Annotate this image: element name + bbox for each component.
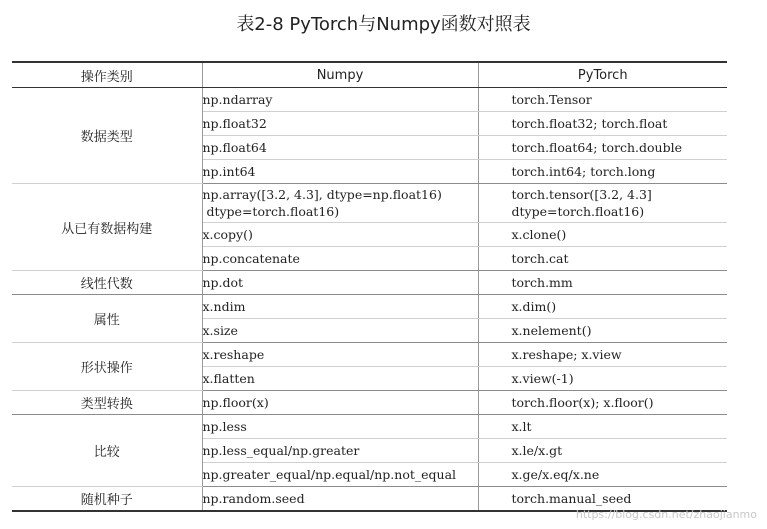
pytorch-cell: torch.float64; torch.double: [478, 136, 727, 160]
table-row: [12, 343, 727, 367]
pytorch-cell: torch.manual_seed: [478, 487, 727, 512]
comparison-table: [12, 61, 727, 512]
numpy-cell: np.greater_equal/np.equal/np.not_equal: [202, 463, 478, 487]
pytorch-cell: torch.int64; torch.long: [478, 160, 727, 184]
numpy-cell: x.copy(): [202, 223, 478, 247]
numpy-cell: np.array([3.2, 4.3], dtype=np.float16) dtype=torch.float16): [202, 184, 478, 223]
category-cell: 形状操作: [12, 343, 202, 391]
table-row: [12, 391, 727, 415]
pytorch-cell: torch.floor(x); x.floor(): [478, 391, 727, 415]
category-cell: 属性: [12, 295, 202, 343]
pytorch-cell: torch.tensor([3.2, 4.3] dtype=torch.float16): [478, 184, 727, 223]
category-cell: 随机种子: [12, 487, 202, 512]
pytorch-cell: x.le/x.gt: [478, 439, 727, 463]
numpy-cell: np.int64: [202, 160, 478, 184]
pytorch-cell: torch.Tensor: [478, 88, 727, 112]
numpy-cell: np.float32: [202, 112, 478, 136]
pytorch-cell: torch.float32; torch.float: [478, 112, 727, 136]
pytorch-cell: torch.cat: [478, 247, 727, 271]
numpy-cell: x.flatten: [202, 367, 478, 391]
header-numpy: Numpy: [202, 62, 478, 88]
table-row: [12, 184, 727, 223]
category-cell: 线性代数: [12, 271, 202, 295]
pytorch-cell: x.lt: [478, 415, 727, 439]
numpy-cell: np.floor(x): [202, 391, 478, 415]
table-header-row: [12, 62, 727, 88]
pytorch-cell: x.clone(): [478, 223, 727, 247]
numpy-cell: np.less_equal/np.greater: [202, 439, 478, 463]
table-row: [12, 295, 727, 319]
table-row: [12, 415, 727, 439]
header-category: 操作类别: [12, 62, 202, 88]
category-cell: 类型转换: [12, 391, 202, 415]
numpy-cell: x.reshape: [202, 343, 478, 367]
pytorch-cell: x.view(-1): [478, 367, 727, 391]
category-cell: 从已有数据构建: [12, 184, 202, 271]
numpy-cell: np.dot: [202, 271, 478, 295]
table-row: [12, 88, 727, 112]
table-body: [12, 88, 727, 512]
pytorch-cell: x.reshape; x.view: [478, 343, 727, 367]
numpy-cell: x.size: [202, 319, 478, 343]
category-cell: 比较: [12, 415, 202, 487]
pytorch-cell: torch.mm: [478, 271, 727, 295]
pytorch-cell: x.ge/x.eq/x.ne: [478, 463, 727, 487]
numpy-cell: np.float64: [202, 136, 478, 160]
watermark: https://blog.csdn.net/zhaojianmo: [575, 508, 757, 521]
header-pytorch: PyTorch: [478, 62, 727, 88]
numpy-cell: np.ndarray: [202, 88, 478, 112]
numpy-cell: np.random.seed: [202, 487, 478, 512]
category-cell: 数据类型: [12, 88, 202, 184]
pytorch-cell: x.dim(): [478, 295, 727, 319]
numpy-cell: np.less: [202, 415, 478, 439]
pytorch-cell: x.nelement(): [478, 319, 727, 343]
numpy-cell: x.ndim: [202, 295, 478, 319]
table-row: [12, 271, 727, 295]
numpy-cell: np.concatenate: [202, 247, 478, 271]
page-title: 表2-8 PyTorch与Numpy函数对照表: [236, 14, 531, 35]
